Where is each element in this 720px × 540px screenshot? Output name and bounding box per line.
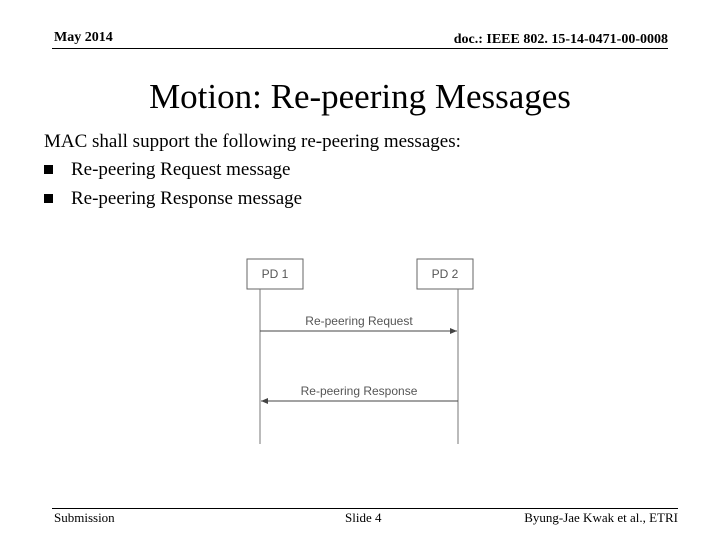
slide-title: Motion: Re-peering Messages — [149, 77, 571, 116]
header-date: May 2014 — [54, 30, 113, 45]
footer-author: Byung-Jae Kwak et al., ETRI — [524, 510, 678, 525]
node-pd1-label: PD 1 — [261, 267, 289, 281]
sequence-diagram — [246, 258, 486, 446]
intro-text: MAC shall support the following re-peering messages: — [44, 131, 461, 152]
bullet-text: Re-peering Request message — [71, 159, 291, 180]
bullet-text: Re-peering Response message — [71, 188, 303, 209]
bullet-item — [44, 184, 302, 213]
footer-slide-number: Slide 4 — [345, 510, 382, 525]
square-bullet-icon — [44, 165, 53, 174]
header-doc-id: doc.: IEEE 802. 15-14-0471-00-0008 — [453, 32, 668, 47]
bullet-item — [44, 155, 302, 184]
footer-divider — [52, 508, 678, 509]
response-message-label: Re-peering Response — [300, 384, 418, 398]
bullet-list — [44, 155, 302, 213]
request-message-label: Re-peering Request — [305, 314, 413, 328]
footer-submission: Submission — [54, 510, 115, 525]
square-bullet-icon — [44, 194, 53, 203]
header-divider — [52, 48, 668, 49]
node-pd2-label: PD 2 — [431, 267, 459, 281]
